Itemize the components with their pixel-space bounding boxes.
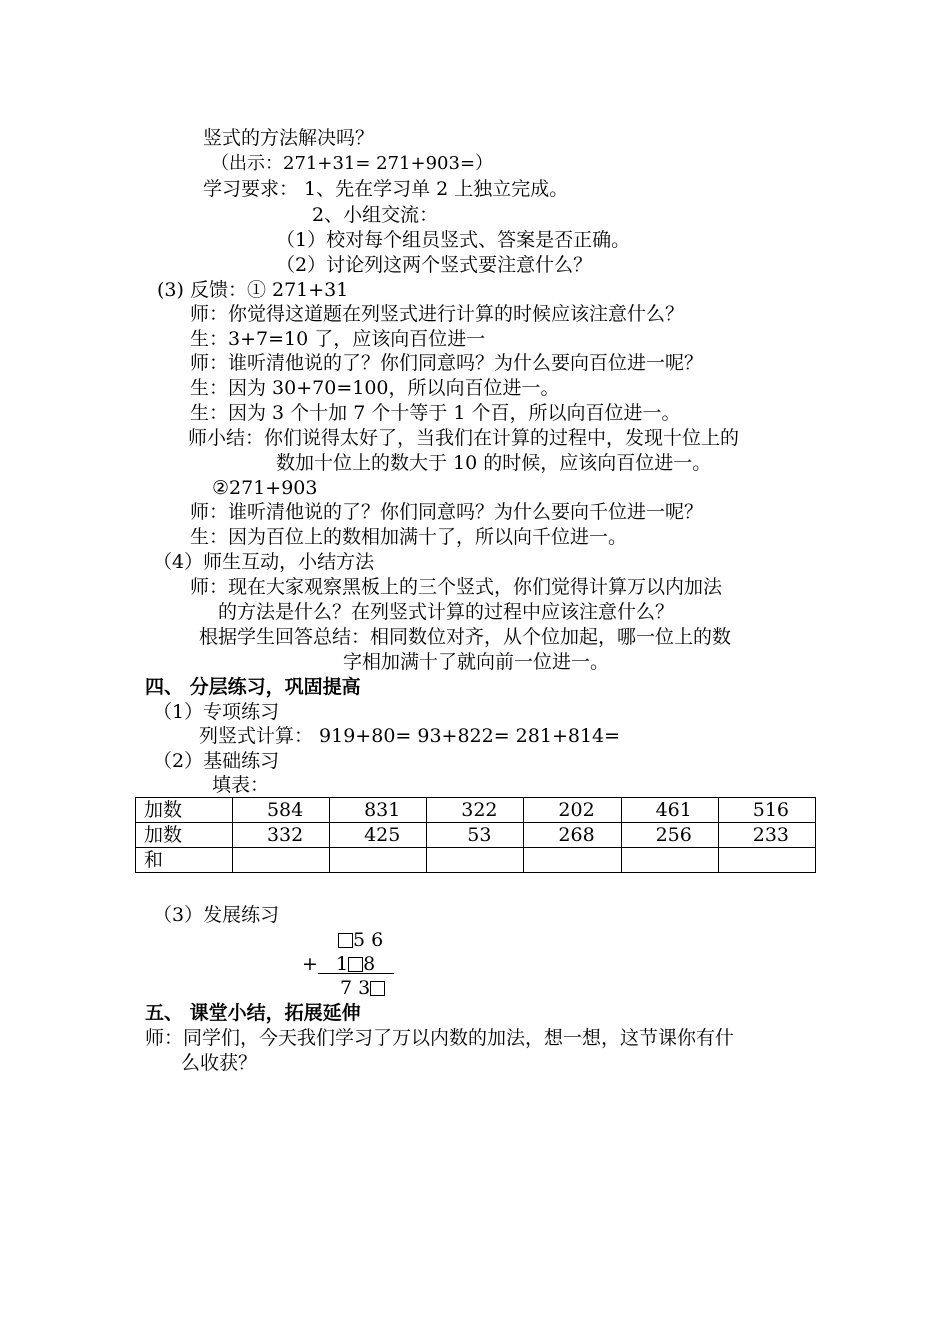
sum-line	[318, 973, 394, 974]
text-line: 师：你觉得这道题在列竖式进行计算的时候应该注意什么？	[190, 303, 685, 325]
section-heading: 四、 分层练习，巩固提高	[145, 676, 361, 698]
row-label: 加数	[136, 823, 233, 848]
text-line: 数加十位上的数大于 10 的时候，应该向百位进一。	[276, 452, 712, 474]
digits: 5 6	[353, 929, 384, 951]
text-line: 2、小组交流：	[312, 204, 439, 226]
text-line: （1）校对每个组员竖式、答案是否正确。	[276, 229, 631, 251]
vertical-row-1	[338, 928, 383, 952]
text-line: （2）讨论列这两个竖式要注意什么？	[276, 254, 593, 276]
table-cell: 425	[330, 823, 427, 848]
text-line: 生：3+7=10 了，应该向百位进一	[190, 328, 486, 350]
table-cell: 322	[427, 798, 524, 823]
blank-box	[348, 957, 363, 972]
table-row	[136, 848, 816, 873]
digits: 7 3	[340, 977, 371, 999]
text-line: （2）基础练习	[153, 750, 280, 772]
table-cell	[427, 848, 524, 873]
addition-table	[135, 797, 816, 873]
table-cell: 202	[524, 798, 621, 823]
text-line: 么收获？	[181, 1052, 258, 1074]
text-line: 生：因为百位上的数相加满十了，所以向千位进一。	[190, 526, 628, 548]
vertical-row-3	[340, 976, 385, 1000]
text-line: 师：同学们，今天我们学习了万以内数的加法，想一想，这节课你有什	[145, 1027, 735, 1049]
table-cell: 831	[330, 798, 427, 823]
table-cell: 516	[718, 798, 815, 823]
text-line: 师：谁听清他说的了？你们同意吗？为什么要向千位进一呢？	[190, 501, 704, 523]
table-cell	[524, 848, 621, 873]
text-line: 填表：	[212, 774, 270, 796]
table-cell: 584	[233, 798, 330, 823]
table-cell: 461	[621, 798, 718, 823]
text-line: （出示：271+31= 271+903=）	[211, 153, 494, 174]
text-line: 竖式的方法解决吗？	[203, 127, 375, 149]
text-line: 列竖式计算： 919+80= 93+822= 281+814=	[199, 725, 621, 747]
text-line: 师：现在大家观察黑板上的三个竖式，你们觉得计算万以内加法	[190, 576, 723, 598]
table-cell: 332	[233, 823, 330, 848]
text-line: 生：因为 30+70=100，所以向百位进一。	[190, 377, 560, 399]
text-line: （1）专项练习	[153, 701, 280, 723]
plus-sign: +	[302, 953, 318, 975]
table-cell	[621, 848, 718, 873]
table-row	[136, 823, 816, 848]
row-label: 加数	[136, 798, 233, 823]
table-cell: 233	[718, 823, 815, 848]
text-line: 的方法是什么？在列竖式计算的过程中应该注意什么？	[218, 601, 675, 623]
table-cell: 53	[427, 823, 524, 848]
text-line: （4）师生互动，小结方法	[153, 551, 375, 573]
table-cell: 268	[524, 823, 621, 848]
digits: 1	[336, 953, 349, 975]
row-label: 和	[136, 848, 233, 873]
text-line: ②271+903	[212, 477, 318, 499]
text-line: 师小结：你们说得太好了，当我们在计算的过程中，发现十位上的	[188, 427, 740, 449]
table-cell	[330, 848, 427, 873]
text-line: (3) 反馈：① 271+31	[157, 279, 349, 301]
table-cell: 256	[621, 823, 718, 848]
table-cell	[718, 848, 815, 873]
text-line: 师：谁听清他说的了？你们同意吗？为什么要向百位进一呢？	[190, 352, 704, 374]
text-line: 根据学生回答总结：相同数位对齐，从个位加起，哪一位上的数	[199, 626, 732, 648]
text-line: 字相加满十了就向前一位进一。	[343, 651, 610, 673]
blank-box	[338, 933, 353, 948]
section-heading: 五、 课堂小结，拓展延伸	[145, 1002, 361, 1024]
text-line: 学习要求： 1、先在学习单 2 上独立完成。	[203, 178, 569, 200]
table-row	[136, 798, 816, 823]
text-line: 生：因为 3 个十加 7 个十等于 1 个百，所以向百位进一。	[190, 402, 681, 424]
table-cell	[233, 848, 330, 873]
text-line: （3）发展练习	[153, 904, 280, 926]
digits: 8	[363, 953, 376, 975]
blank-box	[370, 981, 385, 996]
